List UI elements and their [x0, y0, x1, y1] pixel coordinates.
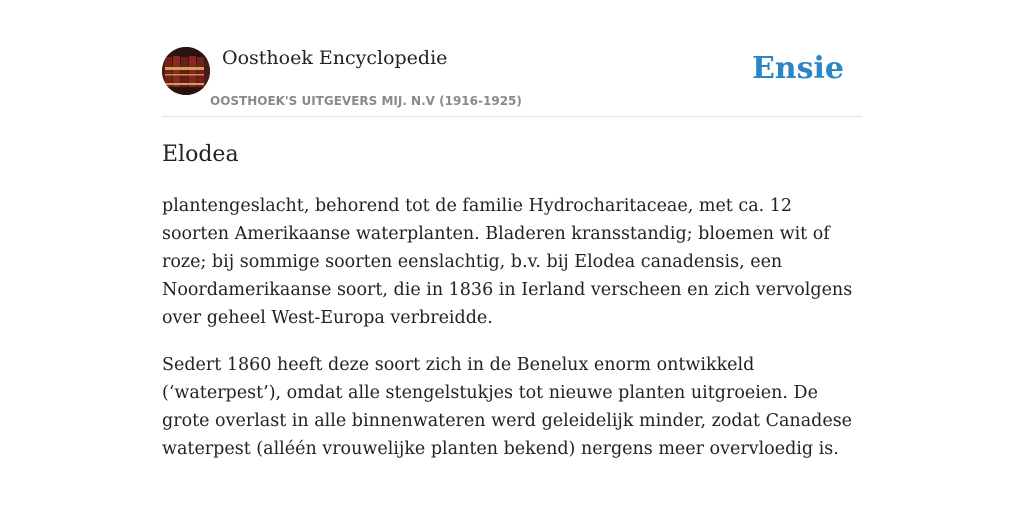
source-subtitle: OOSTHOEK'S UITGEVERS MIJ. N.V (1916-1925) — [210, 94, 522, 108]
article-paragraph: plantengeslacht, behorend tot de familie Hydrocharitaceae, met ca. 12 soorten Amerikaanse waterplanten. Bladeren kransstandig; bloemen wit of roze; bij sommige soorten eenslachtig, b.v. bij Elodea canadensis, een Noordamerikaanse soort, die in 1836 in Ierland verscheen en zich vervolgens over geheel West-Europa verbreidde. — [162, 196, 853, 328]
source-header — [162, 46, 862, 117]
article-title: Elodea — [162, 142, 239, 167]
brand-logo[interactable]: Ensie — [751, 51, 844, 86]
source-title[interactable]: Oosthoek Encyclopedie — [222, 47, 448, 69]
books-icon — [162, 47, 210, 95]
article-body — [162, 192, 862, 482]
source-avatar[interactable] — [162, 47, 210, 95]
article-paragraph: Sedert 1860 heeft deze soort zich in de Benelux enorm ontwikkeld (‘waterpest’), omdat alle stengelstukjes tot nieuwe planten uitgroeien. De grote overlast in alle binnenwateren werd geleidelijk minder, zodat Canadese waterpest (alléén vrouwelijke planten bekend) nergens meer overvloedig is. — [162, 355, 853, 459]
